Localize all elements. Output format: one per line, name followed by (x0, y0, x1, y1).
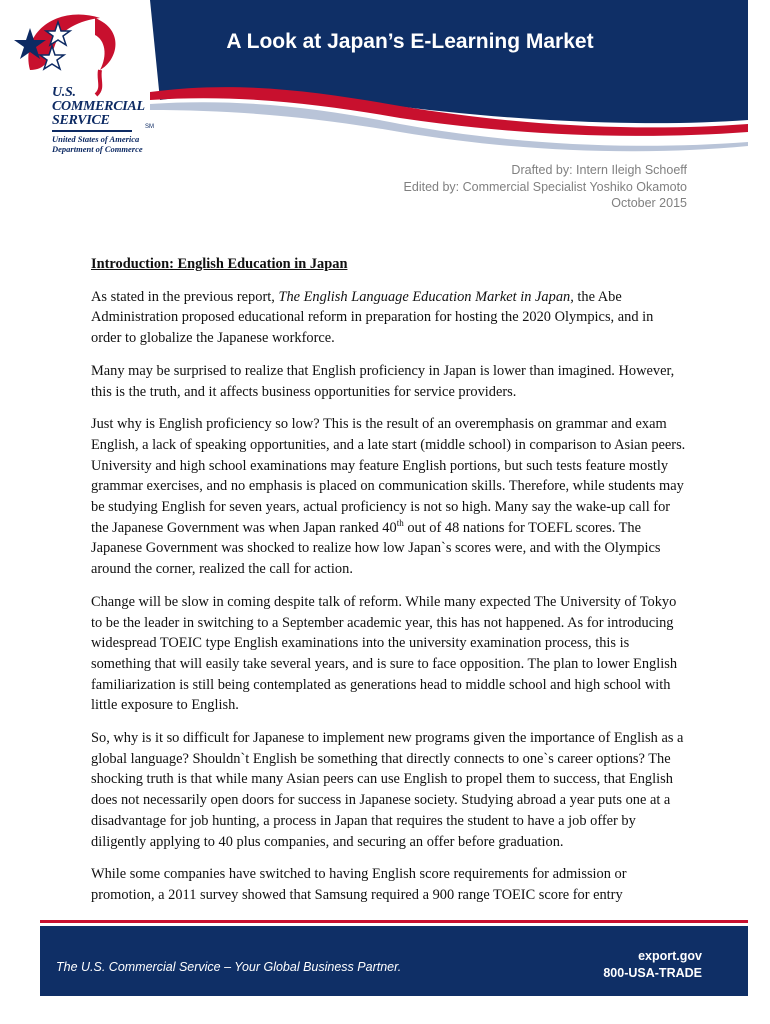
logo-wordmark (52, 86, 145, 154)
service-mark: SM (145, 124, 154, 130)
paragraph-1 (91, 287, 687, 349)
paragraph-1-text-a: As stated in the previous report, (91, 288, 279, 305)
footer-tagline: The U.S. Commercial Service – Your Global Business Partner. (56, 960, 402, 974)
paragraph-3 (91, 414, 687, 580)
export-gov-link[interactable]: export.gov (638, 949, 702, 963)
logo-line-us: U.S. (52, 85, 76, 100)
paragraph-1-text-b: the Abe Administration proposed educational reform in preparation for hosting the 2020 Olympics, and in order to globalize the Japanese workforce. (91, 288, 654, 347)
section-heading: Introduction: English Education in Japan (91, 256, 348, 272)
phone-number: 800-USA-TRADE (603, 966, 702, 980)
paragraph-6: While some companies have switched to having English score requirements for admission or promotion, a 2011 survey showed that Samsung required a 900 range TOEIC score for entry (91, 866, 627, 903)
ordinal-suffix: th (396, 517, 404, 528)
logo-sub-usa: United States of America (52, 134, 140, 144)
header-banner (0, 0, 770, 160)
report-title-reference: The English Language Education Market in Japan, (278, 288, 574, 305)
drafted-by: Drafted by: Intern Ileigh Schoeff (511, 163, 687, 177)
document-body (91, 254, 687, 918)
footer-bar (40, 926, 748, 996)
logo-sub-doc: Department of Commerce (52, 144, 143, 155)
document-date: October 2015 (611, 196, 687, 210)
paragraph-4: Change will be slow in coming despite talk of reform. While many expected The University of Tokyo to be the leader in switching to a September academic year, this has not happened. As for introducing widespread TOEIC type English examinations into the university examination process, this is something that will easily take several years, and is sure to face opposition. The plan to lower English familiarization is still being contemplated as generations head to middle school and high school with little exposure to English. (91, 593, 678, 714)
edited-by: Edited by: Commercial Specialist Yoshiko Okamoto (403, 179, 687, 194)
paragraph-5: So, why is it so difficult for Japanese to implement new programs given the importance of English as a global language? Shouldn`t English be something that directly connects to one`s career options? The shocking truth is that while many Asian peers can use English to propel them to success, that English does not necessarily open doors for success in Japanese society. Studying abroad a year puts one at a disadvantage for job hunting, a process in Japan that requires the student to have a job offer by diligently applying to 40 plus companies, and securing an offer before graduation. (91, 730, 684, 850)
footer-contact (603, 948, 702, 982)
byline (404, 162, 687, 212)
paragraph-2: Many may be surprised to realize that English proficiency in Japan is lower than imagined. However, this is the truth, and it affects business opportunities for service providers. (91, 362, 675, 400)
document-title: A Look at Japan’s E-Learning Market (226, 30, 594, 53)
logo-line-commercial: COMMERCIAL (52, 99, 145, 114)
logo-divider (52, 130, 132, 132)
paragraph-3-text-a: Just why is English proficiency so low? This is the result of an overemphasis on grammar and exam English, a lack of speaking opportunities, and a late start (middle school) in comparison to Asian peers. University and high school examinations may feature English portions, but such tests feature mostly grammar exercises, and no emphasis is placed on communication skills. Therefore, while students may be studying English for seven years, actual proficiency is not so high. Many say the wake-up call for the Japanese Government was when Japan ranked 40 (91, 416, 686, 536)
paragraph-3-text-b: out of 48 nations for TOEFL scores. The Japanese Government was shocked to realize how low Japan`s scores were, and with the Olympics around the corner, realized the call for action. (91, 519, 661, 578)
logo-line-service: SERVICE (52, 113, 110, 128)
footer-divider (40, 920, 748, 923)
